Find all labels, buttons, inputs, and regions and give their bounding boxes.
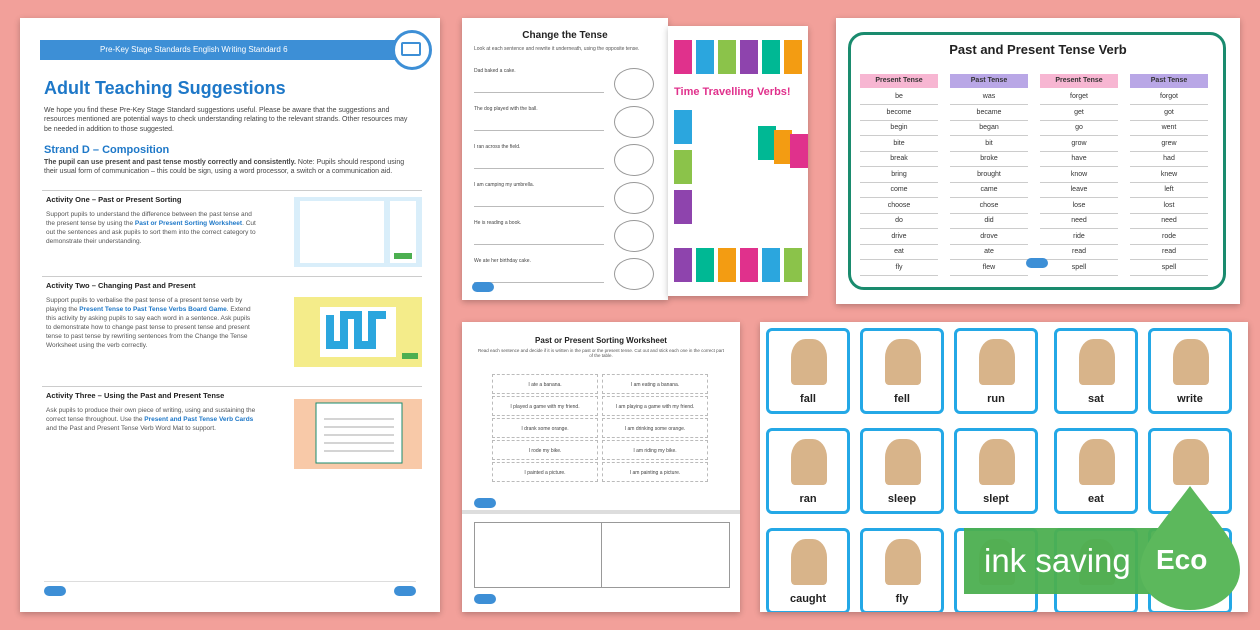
word-mat-cell: had	[1130, 152, 1208, 167]
answer-line[interactable]	[474, 282, 604, 283]
word-mat-cell: know	[1040, 168, 1118, 183]
word-mat-thumbnail	[294, 399, 422, 469]
card-illustration	[979, 339, 1015, 385]
sketch-picture	[614, 258, 654, 290]
card-illustration	[885, 539, 921, 585]
word-mat-cell: choose	[860, 199, 938, 214]
tense-sentence: Dad baked a cake.	[474, 68, 516, 74]
word-mat-cell: grow	[1040, 137, 1118, 152]
verb-card[interactable]	[766, 528, 850, 612]
word-mat-header: Present Tense	[1040, 74, 1118, 88]
card-word: sat	[1088, 393, 1104, 405]
change-the-tense-worksheet	[462, 18, 668, 300]
word-mat-cell: be	[860, 90, 938, 105]
verb-card[interactable]	[1054, 328, 1138, 414]
word-mat-cell: broke	[950, 152, 1028, 167]
word-mat-cell: got	[1130, 106, 1208, 121]
card-illustration	[791, 439, 827, 485]
sorting-sentence[interactable]: I played a game with my friend.	[492, 396, 598, 416]
activity-heading: Activity Three – Using the Past and Present Tense	[46, 391, 225, 400]
sorting-sentence[interactable]: I am drinking some orange.	[602, 418, 708, 438]
word-mat-cell: forget	[1040, 90, 1118, 105]
twinkl-logo	[474, 498, 496, 508]
word-mat-cell: need	[1130, 214, 1208, 229]
board-square	[784, 40, 802, 74]
writing-standard-icon	[392, 30, 432, 70]
word-mat-cell: bring	[860, 168, 938, 183]
verb-card[interactable]	[1054, 428, 1138, 514]
card-word: fell	[894, 393, 910, 405]
board-square	[784, 248, 802, 282]
activity-body: Support pupils to understand the difference between the past tense and the present tense by using the Past or Present Sorting Worksheet. Cut out the sentences and ask pupils to sort them into the correct category to demonstrate their understanding.	[46, 211, 256, 246]
sorting-sentence[interactable]: I ate a banana.	[492, 374, 598, 394]
verb-card[interactable]	[860, 428, 944, 514]
board-square	[790, 134, 808, 168]
word-mat-title: Past and Present Tense Verb	[949, 42, 1127, 57]
sorting-sentence[interactable]: I rode my bike.	[492, 440, 598, 460]
word-mat-cell: spell	[1130, 261, 1208, 276]
activity-link[interactable]: Present Tense to Past Tense Verbs Board Game	[79, 306, 227, 314]
card-word: fly	[895, 593, 909, 605]
activity-body: Support pupils to verbalise the past tense of a present tense verb by playing the Present Tense to Past Tense Verbs Board Game. Extend this activity by asking pupils to say each word in a sentence. Ask pupils to demonstrate how to change past tense to present tense and present tense to past tense by rewriting sentences from the Change the Tense Worksheet using the verb correctly.	[46, 297, 251, 350]
card-word: sleep	[887, 493, 917, 505]
twinkl-logo	[472, 282, 494, 292]
answer-line[interactable]	[474, 206, 604, 207]
board-game-thumbnail	[294, 297, 422, 367]
board-game-path	[668, 26, 808, 296]
word-mat-cell: brought	[950, 168, 1028, 183]
word-mat-cell: begin	[860, 121, 938, 136]
board-square	[674, 40, 692, 74]
sketch-picture	[614, 144, 654, 176]
card-word: slept	[983, 493, 1009, 505]
word-mat-header: Past Tense	[1130, 74, 1208, 88]
board-square	[758, 126, 776, 160]
card-word: caught	[789, 593, 827, 605]
card-word: eat	[1088, 493, 1104, 505]
word-mat-cell: go	[1040, 121, 1118, 136]
word-mat-cell: came	[950, 183, 1028, 198]
word-mat-cell: flew	[950, 261, 1028, 276]
word-mat-cell: have	[1040, 152, 1118, 167]
board-game-sheet	[668, 26, 808, 296]
sketch-picture	[614, 182, 654, 214]
word-mat-cell: become	[860, 106, 938, 121]
word-mat-cell: leave	[1040, 183, 1118, 198]
word-mat-cell: come	[860, 183, 938, 198]
sketch-picture	[614, 220, 654, 252]
board-square	[696, 248, 714, 282]
word-mat-header: Present Tense	[860, 74, 938, 88]
activity-heading: Activity Two – Changing Past and Present	[46, 281, 196, 290]
activity-three	[42, 386, 422, 469]
sorting-table	[474, 522, 730, 588]
sorting-sentence[interactable]: I painted a picture.	[492, 462, 598, 482]
verb-card[interactable]	[954, 428, 1038, 514]
card-word: fall	[800, 393, 816, 405]
word-mat-cell: did	[950, 214, 1028, 229]
word-mat-cell: left	[1130, 183, 1208, 198]
word-mat-cell: was	[950, 90, 1028, 105]
board-square	[696, 40, 714, 74]
card-illustration	[885, 439, 921, 485]
word-mat-cell: need	[1040, 214, 1118, 229]
card-illustration	[885, 339, 921, 385]
word-mat-cell: chose	[950, 199, 1028, 214]
card-word: ran	[799, 493, 817, 505]
sorting-sentence[interactable]: I am painting a picture.	[602, 462, 708, 482]
card-illustration	[1173, 439, 1209, 485]
tense-sentence: I am camping my umbrella.	[474, 182, 535, 188]
activity-heading: Activity One – Past or Present Sorting	[46, 195, 182, 204]
worksheet-instructions: Look at each sentence and rewrite it underneath, using the opposite tense.	[474, 46, 640, 52]
sketch-picture	[614, 68, 654, 100]
verb-card[interactable]	[954, 328, 1038, 414]
word-mat-cell: began	[950, 121, 1028, 136]
tense-sentence: The dog played with the ball.	[474, 106, 538, 112]
word-mat-cell: drove	[950, 230, 1028, 245]
teaching-suggestions-page	[20, 18, 440, 612]
board-square	[674, 248, 692, 282]
twinkl-logo	[44, 586, 66, 596]
word-mat-sheet	[836, 18, 1240, 304]
card-illustration	[979, 439, 1015, 485]
word-mat-cell: ate	[950, 245, 1028, 260]
word-mat-cell: fly	[860, 261, 938, 276]
word-mat-cell: bit	[950, 137, 1028, 152]
strand-text	[44, 158, 416, 177]
verb-card[interactable]	[860, 328, 944, 414]
board-square	[674, 150, 692, 184]
board-square	[740, 248, 758, 282]
answer-line[interactable]	[474, 130, 604, 131]
activity-body: Ask pupils to produce their own piece of writing, using and sustaining the correct tense throughout. Use the Present and Past Tense Verb Cards and the Past and Present Tense Verb Word Mat to support.	[46, 407, 256, 433]
activity-two	[42, 276, 422, 387]
card-illustration	[1079, 439, 1115, 485]
board-square	[762, 40, 780, 74]
word-mat-cell: read	[1130, 245, 1208, 260]
word-mat-cell: became	[950, 106, 1028, 121]
verb-card[interactable]	[766, 328, 850, 414]
board-square	[674, 190, 692, 224]
sorting-sentence[interactable]: I am eating a banana.	[602, 374, 708, 394]
word-mat-cell: lose	[1040, 199, 1118, 214]
twinkl-logo	[394, 586, 416, 596]
card-illustration	[791, 539, 827, 585]
board-square	[718, 40, 736, 74]
sorting-worksheet	[462, 322, 740, 612]
doc-title: Adult Teaching Suggestions	[44, 78, 286, 98]
answer-line[interactable]	[474, 168, 604, 169]
doc-banner: Pre-Key Stage Standards English Writing Standard 6	[40, 40, 400, 60]
word-mat-cell: read	[1040, 245, 1118, 260]
activity-link[interactable]: Present and Past Tense Verb Cards	[144, 416, 254, 424]
eco-badge-label: Eco	[1156, 544, 1208, 575]
board-square	[762, 248, 780, 282]
sorting-sentence[interactable]: I am riding my bike.	[602, 440, 708, 460]
strand-note: Note: Pupils should respond using their usual form of communication – this could be sign, using a word processor, a switch or a communication aid.	[44, 159, 405, 176]
twinkl-logo	[474, 594, 496, 604]
sketch-picture	[614, 106, 654, 138]
board-square	[674, 110, 692, 144]
card-illustration	[791, 339, 827, 385]
activity-link[interactable]: Past or Present Sorting Worksheet	[134, 220, 243, 228]
strand-title: Strand D – Composition	[44, 144, 170, 156]
strand-bold: The pupil can use present and past tense mostly correctly and consistently.	[44, 159, 296, 166]
card-word: run	[987, 393, 1005, 405]
twinkl-logo	[1026, 258, 1048, 268]
card-word: write	[1177, 393, 1203, 405]
ink-saving-label: ink saving	[984, 542, 1131, 579]
card-illustration	[1079, 339, 1115, 385]
word-mat-cell: knew	[1130, 168, 1208, 183]
answer-line[interactable]	[474, 244, 604, 245]
answer-line[interactable]	[474, 92, 604, 93]
board-game-title: Time Travelling Verbs!	[674, 86, 791, 98]
verb-card[interactable]	[1148, 328, 1232, 414]
word-mat-cell: break	[860, 152, 938, 167]
word-mat-cell: eat	[860, 245, 938, 260]
word-mat-cell: went	[1130, 121, 1208, 136]
verb-card[interactable]	[766, 428, 850, 514]
board-square	[718, 248, 736, 282]
word-mat-cell: spell	[1040, 261, 1118, 276]
sorting-title: Past or Present Sorting Worksheet	[535, 336, 667, 345]
word-mat-cell: do	[860, 214, 938, 229]
word-mat-cell: drive	[860, 230, 938, 245]
word-mat-cell: rode	[1130, 230, 1208, 245]
word-mat-cell: bite	[860, 137, 938, 152]
worksheet-title: Change the Tense	[522, 30, 608, 41]
sorting-worksheet-thumbnail	[294, 197, 422, 267]
card-illustration	[1173, 339, 1209, 385]
word-mat-cell: ride	[1040, 230, 1118, 245]
tense-sentence: I ran across the field.	[474, 144, 521, 150]
board-square	[774, 130, 792, 164]
sorting-sentence[interactable]: I am playing a game with my friend.	[602, 396, 708, 416]
board-square	[740, 40, 758, 74]
word-mat-cell: get	[1040, 106, 1118, 121]
word-mat-cell: forgot	[1130, 90, 1208, 105]
tense-sentence: He is reading a book.	[474, 220, 522, 226]
word-mat-cell: grew	[1130, 137, 1208, 152]
sorting-sentence[interactable]: I drank some orange.	[492, 418, 598, 438]
doc-footer	[44, 581, 416, 598]
sorting-instructions: Read each sentence and decide if it is written in the past or the present tense. Cut out and stick each one in the correct part of the table.	[478, 348, 724, 358]
doc-intro: We hope you find these Pre-Key Stage Standard suggestions useful. Please be aware that the suggestions and resources mentioned are potential ways to check understanding relating to the relevant strands. Other resources may be needed in addition to those suggested.	[44, 107, 408, 133]
tense-sentence: We ate her birthday cake.	[474, 258, 531, 264]
activity-one	[42, 190, 422, 277]
word-mat-cell: lost	[1130, 199, 1208, 214]
word-mat-header: Past Tense	[950, 74, 1028, 88]
verb-card[interactable]	[860, 528, 944, 612]
